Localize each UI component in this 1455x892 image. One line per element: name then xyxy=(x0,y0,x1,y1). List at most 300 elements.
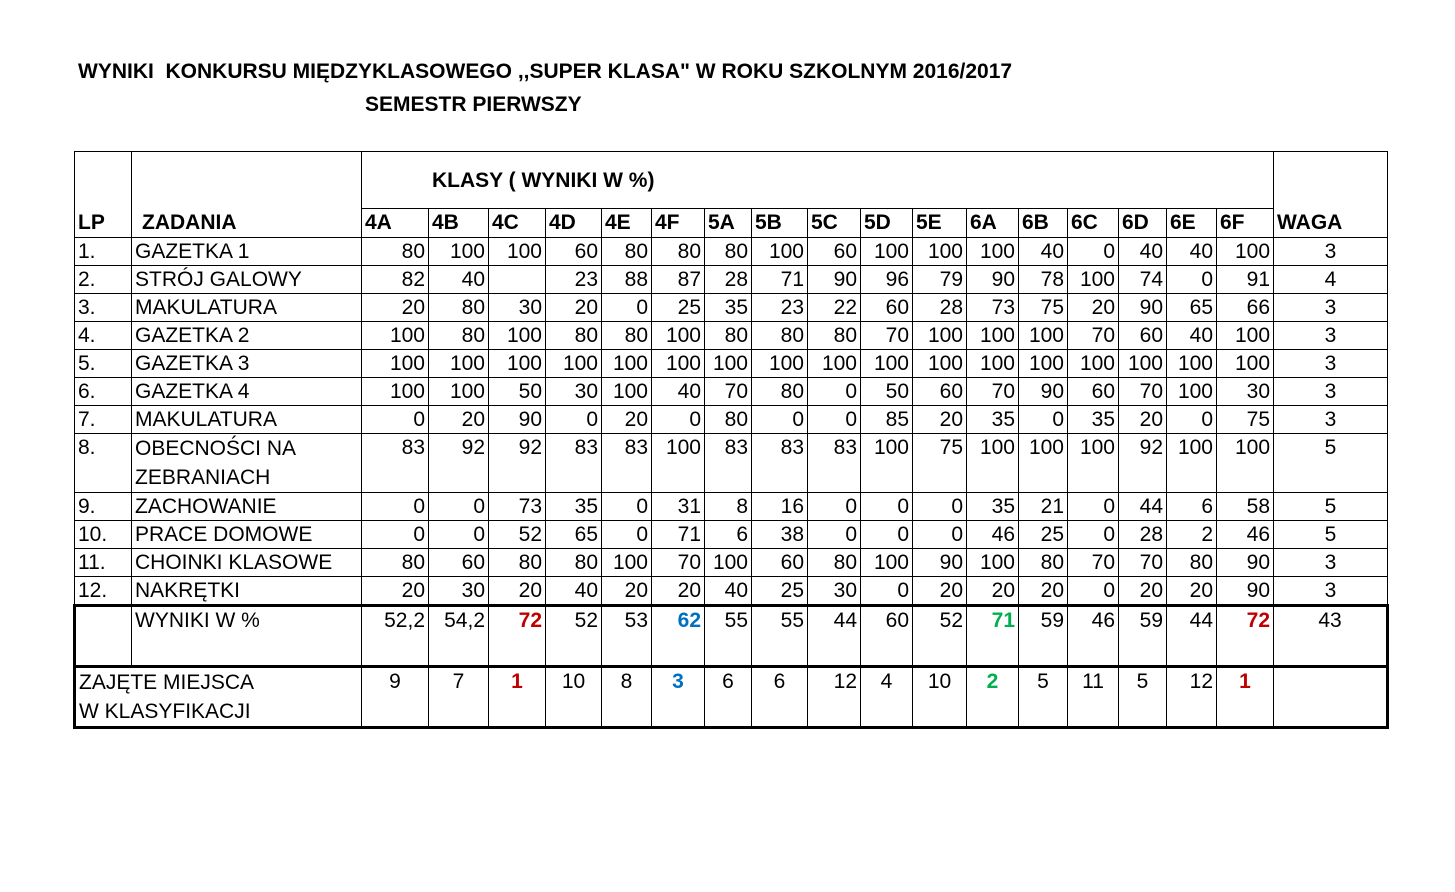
row-value: 35 xyxy=(1068,406,1119,434)
row-value: 20 xyxy=(429,406,489,434)
row-value: 80 xyxy=(362,238,429,266)
row-value: 28 xyxy=(705,266,752,294)
row-value: 100 xyxy=(861,238,913,266)
row-value: 0 xyxy=(1167,406,1217,434)
row-value: 100 xyxy=(1167,350,1217,378)
row-value: 83 xyxy=(602,434,652,493)
header-zadania: ZADANIA xyxy=(132,152,362,238)
row-value: 83 xyxy=(546,434,602,493)
results-value: 52 xyxy=(913,606,967,667)
table-row xyxy=(75,549,1388,577)
row-value: 35 xyxy=(967,493,1019,521)
row-value: 80 xyxy=(602,322,652,350)
results-label: WYNIKI W % xyxy=(132,606,362,667)
row-value: 35 xyxy=(967,406,1019,434)
row-value: 90 xyxy=(1119,294,1167,322)
row-value: 40 xyxy=(705,577,752,606)
row-value: 28 xyxy=(913,294,967,322)
row-value: 80 xyxy=(429,322,489,350)
row-value: 92 xyxy=(1119,434,1167,493)
row-value: 75 xyxy=(1217,406,1274,434)
results-value: 62 xyxy=(652,606,705,667)
row-waga: 5 xyxy=(1274,434,1388,493)
row-value: 25 xyxy=(1019,521,1068,549)
row-value: 80 xyxy=(602,238,652,266)
row-value: 60 xyxy=(1119,322,1167,350)
place-value: 12 xyxy=(808,667,861,728)
row-lp: 1. xyxy=(75,238,132,266)
row-waga: 3 xyxy=(1274,549,1388,577)
row-value: 20 xyxy=(362,577,429,606)
row-value: 100 xyxy=(1019,434,1068,493)
row-value: 100 xyxy=(1019,350,1068,378)
row-value: 50 xyxy=(861,378,913,406)
row-value: 23 xyxy=(752,294,808,322)
row-value: 90 xyxy=(1019,378,1068,406)
row-value: 20 xyxy=(1119,406,1167,434)
row-value: 20 xyxy=(652,577,705,606)
row-value: 100 xyxy=(489,350,546,378)
places-row xyxy=(75,667,1388,728)
row-value: 80 xyxy=(1019,549,1068,577)
header-class-4a: 4A xyxy=(362,209,429,238)
row-value: 46 xyxy=(1217,521,1274,549)
results-row xyxy=(75,606,1388,667)
row-value: 100 xyxy=(1068,266,1119,294)
table-row xyxy=(75,238,1388,266)
row-value: 83 xyxy=(362,434,429,493)
row-lp: 4. xyxy=(75,322,132,350)
row-value: 75 xyxy=(1019,294,1068,322)
row-value: 6 xyxy=(705,521,752,549)
row-value: 16 xyxy=(752,493,808,521)
results-value: 72 xyxy=(1217,606,1274,667)
row-value: 0 xyxy=(602,493,652,521)
row-value: 21 xyxy=(1019,493,1068,521)
row-lp: 3. xyxy=(75,294,132,322)
row-waga: 3 xyxy=(1274,322,1388,350)
row-value: 100 xyxy=(429,378,489,406)
row-value: 100 xyxy=(967,549,1019,577)
row-value: 80 xyxy=(705,322,752,350)
row-value: 100 xyxy=(1068,350,1119,378)
row-waga: 3 xyxy=(1274,350,1388,378)
header-class-4e: 4E xyxy=(602,209,652,238)
row-value: 70 xyxy=(1068,549,1119,577)
places-label: ZAJĘTE MIEJSCA W KLASYFIKACJI xyxy=(75,667,362,728)
row-value: 0 xyxy=(861,493,913,521)
row-value: 0 xyxy=(808,521,861,549)
row-waga: 5 xyxy=(1274,521,1388,549)
row-value: 70 xyxy=(967,378,1019,406)
row-lp: 8. xyxy=(75,434,132,493)
header-class-6b: 6B xyxy=(1019,209,1068,238)
place-value: 6 xyxy=(752,667,808,728)
row-value: 20 xyxy=(967,577,1019,606)
header-class-6a: 6A xyxy=(967,209,1019,238)
results-waga: 43 xyxy=(1274,606,1388,667)
row-task: GAZETKA 3 xyxy=(132,350,362,378)
place-value: 3 xyxy=(652,667,705,728)
row-value: 0 xyxy=(362,493,429,521)
row-task: GAZETKA 4 xyxy=(132,378,362,406)
row-value: 71 xyxy=(652,521,705,549)
row-waga: 4 xyxy=(1274,266,1388,294)
row-value: 73 xyxy=(967,294,1019,322)
results-value: 53 xyxy=(602,606,652,667)
row-lp: 12. xyxy=(75,577,132,606)
row-value: 23 xyxy=(546,266,602,294)
place-value: 4 xyxy=(861,667,913,728)
row-value: 92 xyxy=(429,434,489,493)
row-value: 0 xyxy=(602,294,652,322)
place-value: 7 xyxy=(429,667,489,728)
row-value: 0 xyxy=(362,521,429,549)
row-value: 30 xyxy=(1217,378,1274,406)
row-waga: 3 xyxy=(1274,378,1388,406)
row-value: 40 xyxy=(429,266,489,294)
row-value: 100 xyxy=(489,322,546,350)
row-value: 100 xyxy=(752,238,808,266)
row-value: 80 xyxy=(808,549,861,577)
row-value: 40 xyxy=(1019,238,1068,266)
row-value: 80 xyxy=(705,238,752,266)
row-value: 87 xyxy=(652,266,705,294)
header-class-6e: 6E xyxy=(1167,209,1217,238)
row-value: 80 xyxy=(362,549,429,577)
row-value: 70 xyxy=(652,549,705,577)
row-value: 40 xyxy=(1167,238,1217,266)
row-value: 44 xyxy=(1119,493,1167,521)
row-value: 25 xyxy=(652,294,705,322)
row-value: 100 xyxy=(362,322,429,350)
header-waga: WAGA xyxy=(1274,152,1388,238)
row-task: MAKULATURA xyxy=(132,406,362,434)
place-value: 2 xyxy=(967,667,1019,728)
row-value: 75 xyxy=(913,434,967,493)
header-class-6f: 6F xyxy=(1217,209,1274,238)
row-value: 100 xyxy=(967,350,1019,378)
row-value: 100 xyxy=(652,322,705,350)
row-value: 80 xyxy=(808,322,861,350)
row-value: 100 xyxy=(1019,322,1068,350)
header-klasy: KLASY ( WYNIKI W %) xyxy=(362,152,1274,209)
row-value: 20 xyxy=(546,294,602,322)
row-value: 20 xyxy=(1167,577,1217,606)
row-value xyxy=(489,266,546,294)
row-value: 80 xyxy=(652,238,705,266)
row-value: 92 xyxy=(489,434,546,493)
row-value: 0 xyxy=(652,406,705,434)
row-task: NAKRĘTKI xyxy=(132,577,362,606)
place-value: 6 xyxy=(705,667,752,728)
row-value: 80 xyxy=(752,378,808,406)
header-class-4f: 4F xyxy=(652,209,705,238)
table-row xyxy=(75,378,1388,406)
row-value: 25 xyxy=(752,577,808,606)
row-lp: 6. xyxy=(75,378,132,406)
row-value: 46 xyxy=(967,521,1019,549)
row-value: 100 xyxy=(362,378,429,406)
row-value: 100 xyxy=(967,238,1019,266)
row-value: 0 xyxy=(602,521,652,549)
row-value: 38 xyxy=(752,521,808,549)
row-value: 100 xyxy=(913,238,967,266)
table-row xyxy=(75,294,1388,322)
row-value: 82 xyxy=(362,266,429,294)
row-value: 100 xyxy=(967,322,1019,350)
header-class-5a: 5A xyxy=(705,209,752,238)
row-value: 100 xyxy=(546,350,602,378)
table-row xyxy=(75,350,1388,378)
row-waga: 3 xyxy=(1274,577,1388,606)
row-value: 96 xyxy=(861,266,913,294)
row-value: 70 xyxy=(1119,378,1167,406)
row-task: CHOINKI KLASOWE xyxy=(132,549,362,577)
row-value: 91 xyxy=(1217,266,1274,294)
row-waga: 3 xyxy=(1274,406,1388,434)
results-lp-empty xyxy=(75,606,132,667)
row-value: 70 xyxy=(1068,322,1119,350)
row-lp: 10. xyxy=(75,521,132,549)
row-task: OBECNOŚCI NA ZEBRANIACH xyxy=(132,434,362,493)
results-value: 44 xyxy=(808,606,861,667)
row-value: 90 xyxy=(913,549,967,577)
row-value: 20 xyxy=(362,294,429,322)
row-value: 20 xyxy=(913,406,967,434)
row-value: 100 xyxy=(1167,434,1217,493)
row-value: 100 xyxy=(1217,434,1274,493)
place-value: 1 xyxy=(489,667,546,728)
row-value: 78 xyxy=(1019,266,1068,294)
row-value: 100 xyxy=(1167,378,1217,406)
row-value: 100 xyxy=(861,549,913,577)
row-value: 60 xyxy=(429,549,489,577)
row-value: 88 xyxy=(602,266,652,294)
row-value: 0 xyxy=(429,521,489,549)
place-value: 8 xyxy=(602,667,652,728)
row-value: 90 xyxy=(808,266,861,294)
place-value: 10 xyxy=(546,667,602,728)
row-value: 22 xyxy=(808,294,861,322)
row-value: 80 xyxy=(705,406,752,434)
row-value: 70 xyxy=(1119,549,1167,577)
row-value: 0 xyxy=(1068,577,1119,606)
results-value: 52,2 xyxy=(362,606,429,667)
row-value: 30 xyxy=(808,577,861,606)
row-value: 28 xyxy=(1119,521,1167,549)
row-value: 70 xyxy=(705,378,752,406)
row-value: 8 xyxy=(705,493,752,521)
header-class-4c: 4C xyxy=(489,209,546,238)
row-value: 83 xyxy=(752,434,808,493)
row-value: 31 xyxy=(652,493,705,521)
row-value: 70 xyxy=(861,322,913,350)
row-value: 100 xyxy=(602,378,652,406)
row-value: 0 xyxy=(1068,238,1119,266)
row-value: 100 xyxy=(967,434,1019,493)
row-value: 2 xyxy=(1167,521,1217,549)
place-value: 5 xyxy=(1019,667,1068,728)
row-value: 0 xyxy=(362,406,429,434)
row-value: 0 xyxy=(1167,266,1217,294)
row-value: 71 xyxy=(752,266,808,294)
row-value: 20 xyxy=(602,406,652,434)
row-value: 85 xyxy=(861,406,913,434)
row-value: 100 xyxy=(808,350,861,378)
row-value: 66 xyxy=(1217,294,1274,322)
row-waga: 3 xyxy=(1274,238,1388,266)
row-value: 35 xyxy=(546,493,602,521)
row-value: 100 xyxy=(861,350,913,378)
row-value: 60 xyxy=(861,294,913,322)
row-value: 80 xyxy=(429,294,489,322)
row-value: 100 xyxy=(1217,322,1274,350)
header-row-top xyxy=(75,152,1388,209)
row-value: 0 xyxy=(913,493,967,521)
document-title: WYNIKI KONKURSU MIĘDZYKLASOWEGO ,,SUPER KLASA" W ROKU SZKOLNYM 2016/2017 xyxy=(78,60,1013,83)
row-value: 50 xyxy=(489,378,546,406)
row-lp: 11. xyxy=(75,549,132,577)
table-row xyxy=(75,434,1388,493)
row-value: 90 xyxy=(1217,577,1274,606)
row-value: 0 xyxy=(808,406,861,434)
place-value: 5 xyxy=(1119,667,1167,728)
row-value: 30 xyxy=(429,577,489,606)
results-value: 44 xyxy=(1167,606,1217,667)
row-task: GAZETKA 1 xyxy=(132,238,362,266)
table-row xyxy=(75,521,1388,549)
results-value: 59 xyxy=(1119,606,1167,667)
row-value: 100 xyxy=(861,434,913,493)
place-value: 10 xyxy=(913,667,967,728)
row-value: 35 xyxy=(705,294,752,322)
row-value: 73 xyxy=(489,493,546,521)
places-waga-empty xyxy=(1274,667,1388,728)
table-row xyxy=(75,266,1388,294)
row-value: 100 xyxy=(1068,434,1119,493)
row-value: 6 xyxy=(1167,493,1217,521)
row-value: 60 xyxy=(1068,378,1119,406)
row-value: 0 xyxy=(1068,493,1119,521)
row-value: 30 xyxy=(489,294,546,322)
results-value: 72 xyxy=(489,606,546,667)
place-value: 9 xyxy=(362,667,429,728)
header-class-5e: 5E xyxy=(913,209,967,238)
row-value: 0 xyxy=(808,493,861,521)
results-value: 59 xyxy=(1019,606,1068,667)
row-value: 40 xyxy=(546,577,602,606)
row-value: 65 xyxy=(1167,294,1217,322)
row-value: 40 xyxy=(652,378,705,406)
results-value: 55 xyxy=(705,606,752,667)
row-value: 20 xyxy=(913,577,967,606)
row-value: 100 xyxy=(602,549,652,577)
row-value: 60 xyxy=(752,549,808,577)
row-value: 100 xyxy=(1217,350,1274,378)
row-value: 90 xyxy=(489,406,546,434)
row-value: 52 xyxy=(489,521,546,549)
row-value: 100 xyxy=(913,322,967,350)
row-value: 20 xyxy=(1119,577,1167,606)
row-value: 0 xyxy=(752,406,808,434)
place-value: 12 xyxy=(1167,667,1217,728)
row-value: 80 xyxy=(752,322,808,350)
row-value: 90 xyxy=(967,266,1019,294)
results-value: 71 xyxy=(967,606,1019,667)
row-value: 100 xyxy=(489,238,546,266)
results-value: 54,2 xyxy=(429,606,489,667)
row-task: STRÓJ GALOWY xyxy=(132,266,362,294)
results-value: 52 xyxy=(546,606,602,667)
table-row xyxy=(75,493,1388,521)
row-waga: 3 xyxy=(1274,294,1388,322)
header-class-5b: 5B xyxy=(752,209,808,238)
place-value: 11 xyxy=(1068,667,1119,728)
row-value: 40 xyxy=(1119,238,1167,266)
row-value: 100 xyxy=(705,549,752,577)
row-value: 100 xyxy=(429,238,489,266)
row-value: 80 xyxy=(1167,549,1217,577)
row-value: 20 xyxy=(489,577,546,606)
row-value: 83 xyxy=(808,434,861,493)
row-value: 65 xyxy=(546,521,602,549)
place-value: 1 xyxy=(1217,667,1274,728)
row-value: 60 xyxy=(913,378,967,406)
row-value: 100 xyxy=(752,350,808,378)
row-lp: 9. xyxy=(75,493,132,521)
row-lp: 7. xyxy=(75,406,132,434)
row-waga: 5 xyxy=(1274,493,1388,521)
row-value: 0 xyxy=(913,521,967,549)
header-class-5d: 5D xyxy=(861,209,913,238)
header-class-4b: 4B xyxy=(429,209,489,238)
row-value: 0 xyxy=(808,378,861,406)
row-value: 100 xyxy=(602,350,652,378)
row-value: 100 xyxy=(705,350,752,378)
row-value: 0 xyxy=(1068,521,1119,549)
row-task: PRACE DOMOWE xyxy=(132,521,362,549)
header-lp: LP xyxy=(75,152,132,238)
row-value: 79 xyxy=(913,266,967,294)
row-task: GAZETKA 2 xyxy=(132,322,362,350)
row-value: 0 xyxy=(429,493,489,521)
header-class-6d: 6D xyxy=(1119,209,1167,238)
table-row xyxy=(75,577,1388,606)
row-value: 0 xyxy=(1019,406,1068,434)
row-value: 0 xyxy=(861,577,913,606)
row-value: 100 xyxy=(1119,350,1167,378)
row-value: 100 xyxy=(652,350,705,378)
row-task: MAKULATURA xyxy=(132,294,362,322)
row-value: 20 xyxy=(1068,294,1119,322)
results-value: 46 xyxy=(1068,606,1119,667)
row-value: 100 xyxy=(652,434,705,493)
row-value: 0 xyxy=(546,406,602,434)
row-value: 80 xyxy=(546,549,602,577)
row-lp: 2. xyxy=(75,266,132,294)
row-value: 100 xyxy=(913,350,967,378)
header-class-4d: 4D xyxy=(546,209,602,238)
row-value: 30 xyxy=(546,378,602,406)
row-value: 20 xyxy=(602,577,652,606)
row-value: 80 xyxy=(489,549,546,577)
header-class-6c: 6C xyxy=(1068,209,1119,238)
table-row xyxy=(75,322,1388,350)
row-value: 83 xyxy=(705,434,752,493)
table-row xyxy=(75,406,1388,434)
row-value: 60 xyxy=(546,238,602,266)
